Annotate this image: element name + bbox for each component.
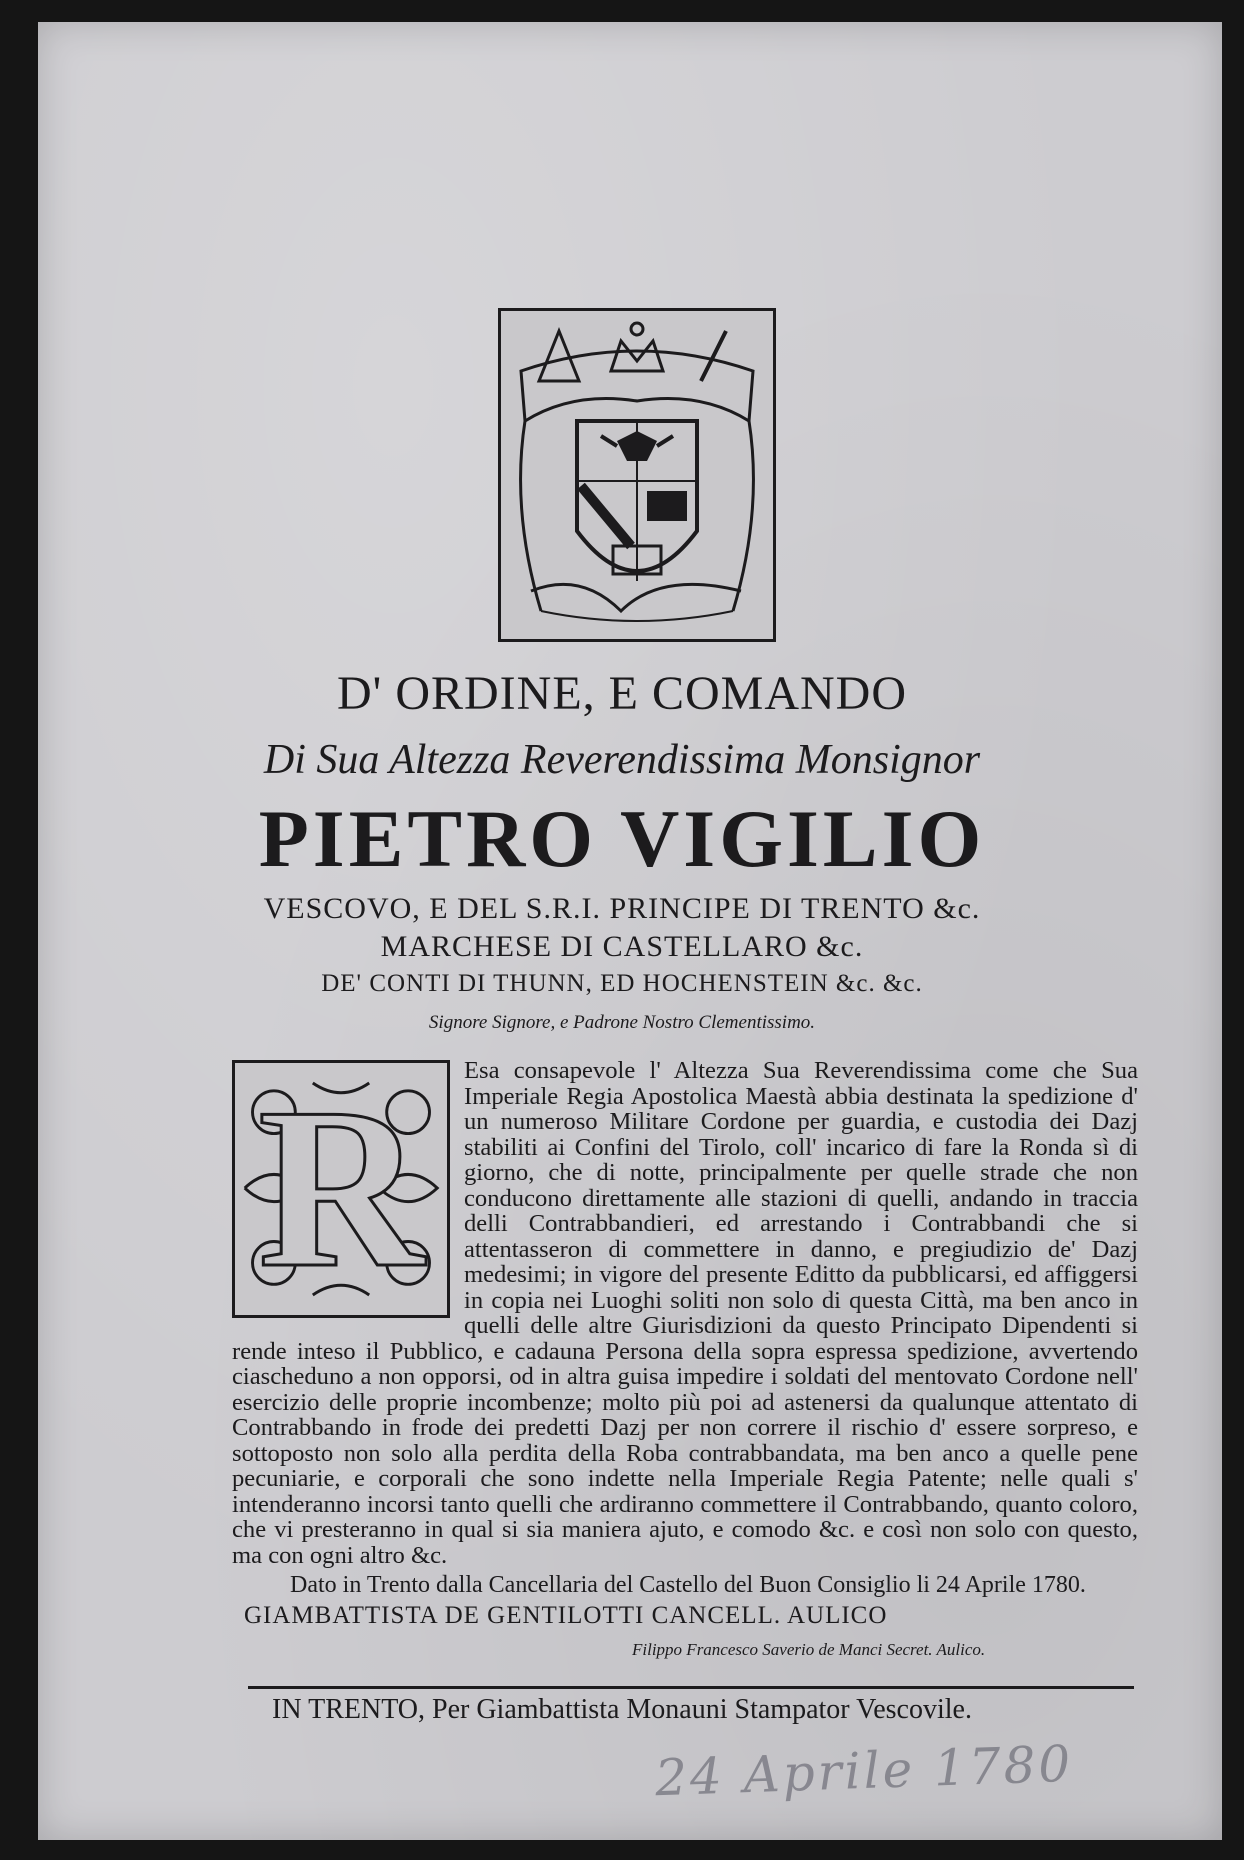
pencil-date-annotation: 24 Aprile 1780 xyxy=(654,1734,1075,1808)
edict-subheading: Di Sua Altezza Reverendissima Monsignor xyxy=(263,737,981,783)
coat-of-arms-icon xyxy=(501,311,773,639)
printer-imprint: IN TRENTO, Per Giambattista Monauni Stampator Vescovile. xyxy=(272,1694,972,1725)
divider-line xyxy=(248,1686,1134,1689)
chancellor-signature: GIAMBATTISTA DE GENTILOTTI CANCELL. AULICO xyxy=(244,1602,888,1629)
decorated-initial: R xyxy=(232,1060,450,1318)
issuer-title-2: MARCHESE DI CASTELLARO &c. xyxy=(380,930,864,963)
edict-body-text: Esa consapevole l' Altezza Sua Reverendissima come che Sua Imperiale Regia Apostolica Maestà abbia destinata la spedizione d' un numeroso Militare Cordone per guardia, e custodia dei Dazj stabiliti ai Confini del Tirolo, coll' incarico di fare la Ronda sì di giorno, che di notte, principalmente per quelle strade che non conducono direttamente alle stazioni di quelli, andando in traccia delli Contrabbandieri, ed arrestando i Contrabbandi che si attentasseron di commettere in danno, e pregiudizio de' Dazj medesimi; in vigore del presente Editto da pubblicarsi, ed affiggersi in copia nei Luoghi soliti non solo di questa Città, ma ben anco in quelli delle altre Giurisdizioni da questo Principato Dipendenti si rende inteso il Pubblico, e cadauna Persona della sopra espressa spedizione, avvertendo ciascheduno a non opporsi, od in altra guisa impedire i soldati del mentovato Cordone nell' esercizio delle proprie incombenze; molto più poi ad astenersi da qualunque attentato di Contrabbando in frode dei predetti Dazj per non correre il rischio d' essere sorpreso, e sottoposto non solo alla perdita della Roba contrabbandata, ma ben anco a quelle pene pecuniarie, e corporali che sono indette nella Imperiale Regia Patente; nelle quali s' intenderanno incorsi tanto quelli che ardiranno commettere il Contrabbando, quanto coloro, che vi presteranno in qual si sia maniera ajuto, e comodo &c. e così non solo con questo, ma con ogni altro &c. xyxy=(232,1057,1138,1569)
edict-body xyxy=(232,1058,1138,1568)
edict-heading: D' ORDINE, E COMANDO xyxy=(337,667,907,720)
issuer-salutation: Signore Signore, e Padrone Nostro Clementissimo. xyxy=(428,1012,816,1033)
coat-of-arms-woodcut xyxy=(498,308,776,642)
secretary-signature: Filippo Francesco Saverio de Manci Secret. Aulico. xyxy=(632,1640,986,1659)
issuer-title-3: DE' CONTI DI THUNN, ED HOCHENSTEIN &c. &c. xyxy=(321,970,923,997)
date-line: Dato in Trento dalla Cancellaria del Castello del Buon Consiglio li 24 Aprile 1780. xyxy=(290,1572,1086,1598)
issuer-name: PIETRO VIGILIO xyxy=(258,793,986,884)
issuer-title-1: VESCOVO, E DEL S.R.I. PRINCIPE DI TRENTO &c. xyxy=(263,892,981,925)
